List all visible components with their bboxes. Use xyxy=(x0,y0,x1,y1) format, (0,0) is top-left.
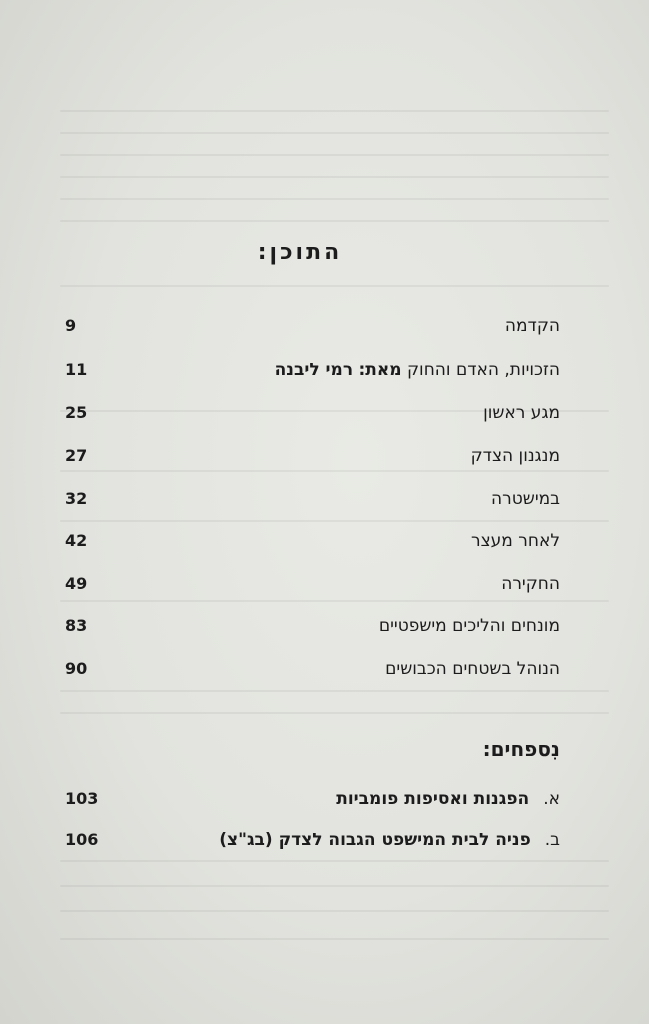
bleed-through-line xyxy=(60,690,609,692)
bleed-through-line xyxy=(60,154,609,156)
page-title: התוכן: xyxy=(257,240,343,265)
appendix-entry-title xyxy=(336,789,560,809)
toc-entry xyxy=(65,360,560,390)
toc-entry-page: 42 xyxy=(65,531,88,550)
toc-entry-author-prefix: מאת: xyxy=(358,360,402,380)
toc-entry xyxy=(65,574,560,604)
bleed-through-line xyxy=(60,910,609,912)
toc-entry-page: 11 xyxy=(65,360,88,379)
appendix-letter: ב. xyxy=(544,830,560,850)
bleed-through-line xyxy=(60,885,609,887)
toc-entry-page: 83 xyxy=(65,616,88,635)
bleed-through-line xyxy=(60,176,609,178)
toc-entry-page: 25 xyxy=(65,403,88,422)
appendix-entry xyxy=(65,830,560,860)
appendices-heading: נִספחים: xyxy=(482,737,560,761)
toc-entry-title-with-author xyxy=(275,360,560,380)
appendix-entry xyxy=(65,789,560,819)
appendix-entry-title xyxy=(219,830,560,850)
bleed-through-line xyxy=(60,132,609,134)
bleed-through-line xyxy=(60,198,609,200)
toc-entry-title: מנגנון הצדק xyxy=(470,446,560,466)
toc-entry xyxy=(65,403,560,433)
toc-entry-page: 9 xyxy=(65,316,77,335)
toc-entry-author: רמי ליבנה xyxy=(274,360,354,380)
toc-entry-page: 32 xyxy=(65,489,88,508)
toc-entry-title: הנוהל בשטחים הכבושים xyxy=(385,659,560,679)
bleed-through-line xyxy=(60,520,609,522)
toc-entry-page: 27 xyxy=(65,446,88,465)
bleed-through-line xyxy=(60,938,609,940)
toc-entry-page: 90 xyxy=(65,659,88,678)
appendix-entry-page: 106 xyxy=(65,830,99,849)
toc-entry-title: הזכויות, האדם והחוק xyxy=(407,360,560,380)
appendix-title: הפגנות ואסיפות פומביות xyxy=(336,789,530,809)
toc-entry xyxy=(65,531,560,561)
bleed-through-line xyxy=(60,712,609,714)
toc-entry-title: החקירה xyxy=(501,574,560,594)
toc-entry-title: לאחר מעצר xyxy=(470,531,560,551)
bleed-through-line xyxy=(60,110,609,112)
toc-entry xyxy=(65,489,560,519)
bleed-through-line xyxy=(60,860,609,862)
toc-entry-title: במישטרה xyxy=(491,489,560,509)
bleed-through-line xyxy=(60,220,609,222)
toc-entry xyxy=(65,446,560,476)
toc-entry xyxy=(65,616,560,646)
toc-entry-title: הקדמה xyxy=(504,316,560,336)
toc-entry xyxy=(65,316,560,346)
toc-entry xyxy=(65,659,560,689)
toc-entry-page: 49 xyxy=(65,574,88,593)
bleed-through-line xyxy=(60,285,609,287)
appendix-letter: א. xyxy=(543,789,560,809)
appendix-entry-page: 103 xyxy=(65,789,99,808)
toc-entry-title: מגע ראשון xyxy=(483,403,560,423)
appendix-title: פניה לבית המישפט הגבוה לצדק (בג"צ) xyxy=(219,830,531,850)
toc-entry-title: מונחים והליכים מישפטיים xyxy=(378,616,560,636)
